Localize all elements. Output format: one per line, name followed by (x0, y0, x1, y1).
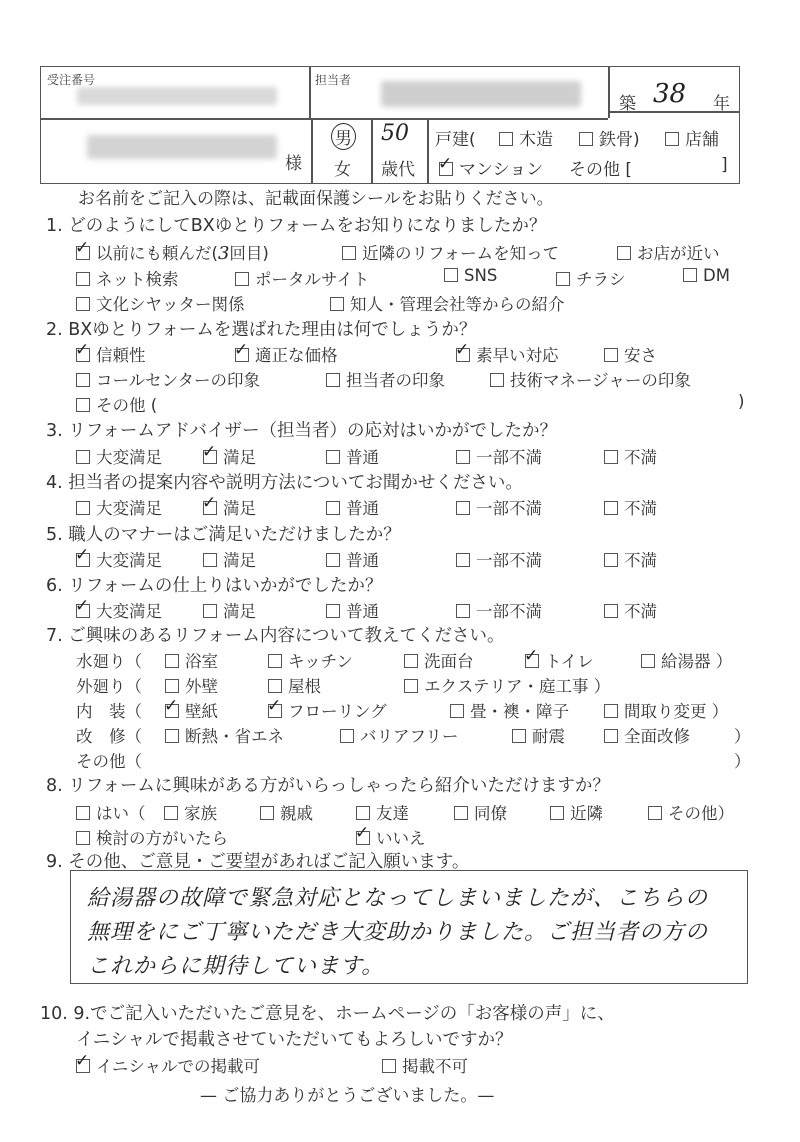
q1-flyer-label: チラシ (576, 270, 626, 289)
q7-flooring-checkbox[interactable]: ✓ (267, 696, 282, 716)
q8-family-checkbox[interactable] (164, 806, 178, 820)
q7-wallpaper-label: 壁紙 (185, 702, 218, 721)
q7-bath-label: 浴室 (185, 652, 218, 671)
q7-renovation-label: 改 修（ (76, 727, 142, 746)
redacted-staff-name (381, 81, 581, 107)
q10-title: 10. 9.でご記入いただいたご意見を、ホームページの「お客様の声」に、 (40, 1004, 615, 1024)
q1-portal-checkbox[interactable] (235, 272, 249, 286)
q7-full-renovation-label: 全面改修 (624, 727, 690, 746)
q10-title-2: イニシャルで掲載させていただいてもよろしいですか？ (76, 1030, 513, 1050)
q4-very-satisfied-checkbox[interactable] (76, 501, 90, 515)
comment-line-2: 無理をにご丁寧いただき大変助かりました。ご担当者の方の (87, 920, 709, 945)
q8-relatives-label: 親戚 (280, 804, 313, 823)
seal-note: お名前をご記入の際は、記載面保護シールをお貼りください。 (78, 189, 554, 209)
steel-label: 鉄骨) (599, 130, 640, 150)
q7-insulation-label: 断熱・省エネ (185, 727, 284, 746)
q7-title: 7. ご興味のあるリフォーム内容について教えてください。 (46, 626, 505, 646)
q3-unsatisfied-checkbox[interactable] (604, 450, 618, 464)
q7-outer-wall-checkbox[interactable] (165, 679, 179, 693)
q8-yes-checkbox[interactable] (76, 806, 90, 820)
q5-very-satisfied-label: 大変満足 (96, 551, 162, 570)
q7-bath-checkbox[interactable] (165, 654, 179, 668)
q7-insulation-checkbox[interactable] (165, 729, 179, 743)
q2-tech-manager-checkbox[interactable] (490, 373, 504, 387)
q4-normal-checkbox[interactable] (326, 501, 340, 515)
q7-kitchen-label: キッチン (288, 652, 353, 671)
q8-considering-label: 検討の方がいたら (96, 829, 228, 848)
q4-partly-unsatisfied-checkbox[interactable] (456, 501, 470, 515)
q7-wallpaper-checkbox[interactable]: ✓ (164, 696, 179, 716)
q5-satisfied-checkbox[interactable] (203, 553, 217, 567)
q4-title: 4. 担当者の提案内容や説明方法についてお聞かせください。 (46, 473, 523, 493)
building-age-value: 38 (653, 79, 687, 109)
header-table (40, 66, 740, 184)
q6-partly-unsatisfied-label: 一部不満 (476, 602, 542, 621)
q2-quick-response-checkbox[interactable]: ✓ (455, 340, 470, 360)
q4-unsatisfied-label: 不満 (624, 499, 657, 518)
comment-line-1: 給湯器の故障で緊急対応となってしまいましたが、こちらの (87, 886, 709, 911)
q4-normal-label: 普通 (346, 499, 379, 518)
q6-unsatisfied-checkbox[interactable] (604, 604, 618, 618)
comment-box[interactable] (70, 870, 748, 984)
q3-partly-unsatisfied-checkbox[interactable] (456, 450, 470, 464)
q8-no-label: いいえ (376, 829, 426, 848)
q7-earthquake-checkbox[interactable] (512, 729, 526, 743)
q3-very-satisfied-label: 大変満足 (96, 448, 162, 467)
q3-normal-checkbox[interactable] (326, 450, 340, 464)
q7-roof-checkbox[interactable] (268, 679, 282, 693)
q3-normal-label: 普通 (346, 448, 379, 467)
q10-not-ok-checkbox[interactable] (382, 1059, 396, 1073)
q3-unsatisfied-label: 不満 (624, 448, 657, 467)
q6-satisfied-checkbox[interactable] (203, 604, 217, 618)
q2-trust-label: 信頼性 (96, 346, 146, 365)
q6-very-satisfied-checkbox[interactable]: ✓ (75, 596, 90, 616)
wood-label: 木造 (519, 130, 553, 150)
q10-not-ok-label: 掲載不可 (402, 1057, 468, 1076)
q1-dm-label: DM (703, 266, 730, 285)
q7-roof-label: 屋根 (288, 677, 321, 696)
q3-satisfied-checkbox[interactable]: ✓ (202, 442, 217, 462)
q1-dm-checkbox[interactable] (683, 268, 697, 282)
q1-referral-label: 知人・管理会社等からの紹介 (350, 295, 565, 314)
q4-partly-unsatisfied-label: 一部不満 (476, 499, 542, 518)
q8-family-label: 家族 (184, 804, 217, 823)
q5-partly-unsatisfied-label: 一部不満 (476, 551, 542, 570)
q1-bunka-label: 文化シヤッター関係 (96, 295, 245, 314)
q1-times-unit: 回目) (229, 244, 269, 263)
q7-tatami-checkbox[interactable] (450, 704, 464, 718)
q8-friend-checkbox[interactable] (356, 806, 370, 820)
q2-cheap-label: 安さ (624, 346, 657, 365)
q3-very-satisfied-checkbox[interactable] (76, 450, 90, 464)
q7-exterior-garden-checkbox[interactable] (404, 679, 418, 693)
building-other: その他 [ (569, 160, 633, 180)
q4-satisfied-checkbox[interactable]: ✓ (202, 493, 217, 513)
q5-unsatisfied-checkbox[interactable] (604, 553, 618, 567)
q8-yes-label: はい（ (96, 804, 146, 823)
q7-interior-label: 内 装（ (76, 702, 142, 721)
order-no-label: 受注番号 (47, 73, 96, 87)
q1-title: 1. どのようにしてBXゆとりフォームをお知りになりましたか？ (46, 216, 547, 236)
q6-title: 6. リフォームの仕上りはいかがでしたか？ (46, 576, 383, 596)
q4-satisfied-label: 満足 (223, 499, 256, 518)
q1-net-search-checkbox[interactable] (76, 272, 90, 286)
q2-staff-impression-checkbox[interactable] (326, 373, 340, 387)
q5-partly-unsatisfied-checkbox[interactable] (456, 553, 470, 567)
q7-washbasin-label: 洗面台 (424, 652, 474, 671)
building-age-label: 築 (619, 94, 636, 114)
q8-other-checkbox[interactable] (648, 806, 662, 820)
q7-earthquake-label: 耐震 (532, 727, 565, 746)
q4-unsatisfied-checkbox[interactable] (604, 501, 618, 515)
q9-title: 9. その他、ご意見・ご要望があればご記入願います。 (46, 852, 470, 872)
building-age-unit: 年 (713, 94, 730, 114)
comment-line-3: これからに期待しています。 (87, 954, 385, 979)
q7-other-close: ） (734, 752, 751, 771)
q8-no-checkbox[interactable]: ✓ (355, 823, 370, 843)
q7-layout-change-label: 間取り変更 ） (624, 702, 729, 721)
q4-very-satisfied-label: 大変満足 (96, 499, 162, 518)
q5-satisfied-label: 満足 (223, 551, 256, 570)
building-detached: 戸建( (435, 130, 476, 150)
q7-water-heater-checkbox[interactable] (641, 654, 655, 668)
q2-staff-impression-label: 担当者の印象 (346, 371, 445, 390)
shop-label: 店舗 (685, 130, 719, 150)
q7-water-label: 水廻り（ (76, 652, 142, 671)
wood-checkbox[interactable] (499, 132, 513, 146)
q1-sns-checkbox[interactable] (444, 268, 458, 282)
q1-nearby-reform-checkbox[interactable] (342, 246, 356, 260)
q7-water-heater-label: 給湯器 ） (661, 652, 733, 671)
q2-call-center-label: コールセンターの印象 (96, 371, 261, 390)
q6-partly-unsatisfied-checkbox[interactable] (456, 604, 470, 618)
q7-kitchen-checkbox[interactable] (268, 654, 282, 668)
q7-washbasin-checkbox[interactable] (404, 654, 418, 668)
age-decade-unit: 歳代 (381, 160, 415, 180)
q10-initial-ok-checkbox[interactable]: ✓ (75, 1051, 90, 1071)
q6-very-satisfied-label: 大変満足 (96, 602, 162, 621)
q2-title: 2. BXゆとりフォームを選ばれた理由は何でしょうか？ (46, 320, 477, 340)
q1-store-near-label: お店が近い (637, 244, 720, 263)
q2-call-center-checkbox[interactable] (76, 373, 90, 387)
q1-nearby-reform-label: 近隣のリフォームを知って (362, 244, 560, 263)
age-decade-value: 50 (381, 121, 409, 146)
q5-normal-checkbox[interactable] (326, 553, 340, 567)
q6-normal-label: 普通 (346, 602, 379, 621)
thanks-footer: — ご協力ありがとうございました。— (200, 1086, 495, 1106)
q2-other-label: その他 ( (96, 396, 158, 415)
q7-layout-change-checkbox[interactable] (604, 704, 618, 718)
q5-normal-label: 普通 (346, 551, 379, 570)
redacted-customer-name (87, 135, 277, 159)
q6-normal-checkbox[interactable] (326, 604, 340, 618)
q7-exterior-garden-label: エクステリア・庭工事 ） (424, 677, 611, 696)
redacted-order-no (77, 87, 277, 105)
q8-coworker-checkbox[interactable] (454, 806, 468, 820)
q2-cheap-checkbox[interactable] (604, 348, 618, 362)
q1-portal-label: ポータルサイト (255, 270, 370, 289)
q7-flooring-label: フローリング (288, 702, 387, 721)
q7-tatami-label: 畳・襖・障子 (470, 702, 569, 721)
steel-checkbox[interactable] (579, 132, 593, 146)
q10-initial-ok-label: イニシャルでの掲載可 (96, 1057, 261, 1076)
staff-label: 担当者 (315, 73, 352, 87)
q2-quick-response-label: 素早い対応 (476, 346, 559, 365)
q1-bunka-checkbox[interactable] (76, 297, 90, 311)
q7-other-label: その他（ (76, 752, 142, 771)
q7-outer-wall-label: 外壁 (185, 677, 218, 696)
q5-very-satisfied-checkbox[interactable]: ✓ (75, 545, 90, 565)
q1-net-search-label: ネット検索 (96, 270, 179, 289)
mansion-checkbox[interactable]: ✓ (438, 154, 453, 174)
q8-other-label: その他） (668, 804, 734, 823)
building-other-close: ] (721, 155, 728, 175)
q2-trust-checkbox[interactable]: ✓ (75, 340, 90, 360)
q8-coworker-label: 同僚 (474, 804, 507, 823)
q5-title: 5. 職人のマナーはご満足いただけましたか？ (46, 525, 401, 545)
q1-times-value: 3 (217, 243, 230, 264)
q2-fair-price-checkbox[interactable]: ✓ (234, 340, 249, 360)
q7-full-renovation-checkbox[interactable] (604, 729, 618, 743)
q6-unsatisfied-label: 不満 (624, 602, 657, 621)
gender-female: 女 (334, 160, 351, 180)
q7-toilet-checkbox[interactable]: ✓ (524, 646, 539, 666)
q1-referral-checkbox[interactable] (330, 297, 344, 311)
q3-title: 3. リフォームアドバイザー（担当者）の応対はいかがでしたか？ (46, 421, 558, 441)
q8-considering-checkbox[interactable] (76, 831, 90, 845)
q1-before-checkbox[interactable]: ✓ (75, 238, 90, 258)
q2-fair-price-label: 適正な価格 (255, 346, 338, 365)
q3-satisfied-label: 満足 (223, 448, 256, 467)
q7-toilet-label: トイレ (545, 652, 594, 671)
gender-male: 男 (331, 123, 356, 150)
q2-tech-manager-label: 技術マネージャーの印象 (510, 371, 691, 390)
q5-unsatisfied-label: 不満 (624, 551, 657, 570)
mansion-label: マンション (459, 160, 544, 180)
q7-exterior-label: 外廻り（ (76, 677, 142, 696)
q7-renovation-close: ） (734, 727, 751, 746)
q8-neighbor-label: 近隣 (570, 804, 603, 823)
q2-other-close: ) (738, 392, 745, 411)
q8-relatives-checkbox[interactable] (260, 806, 274, 820)
sama-label: 様 (285, 154, 302, 174)
q8-title: 8. リフォームに興味がある方がいらっしゃったら紹介いただけますか？ (46, 776, 610, 796)
q7-barrier-free-label: バリアフリー (360, 727, 459, 746)
q7-barrier-free-checkbox[interactable] (340, 729, 354, 743)
shop-checkbox[interactable] (665, 132, 679, 146)
q2-other-checkbox[interactable] (76, 398, 90, 412)
q3-partly-unsatisfied-label: 一部不満 (476, 448, 542, 467)
q6-satisfied-label: 満足 (223, 602, 256, 621)
q1-before-label: 以前にも頼んだ( (96, 244, 218, 263)
q1-sns-label: SNS (464, 266, 498, 285)
q8-neighbor-checkbox[interactable] (550, 806, 564, 820)
q8-friend-label: 友達 (376, 804, 409, 823)
q1-store-near-checkbox[interactable] (617, 246, 631, 260)
q1-flyer-checkbox[interactable] (556, 272, 570, 286)
